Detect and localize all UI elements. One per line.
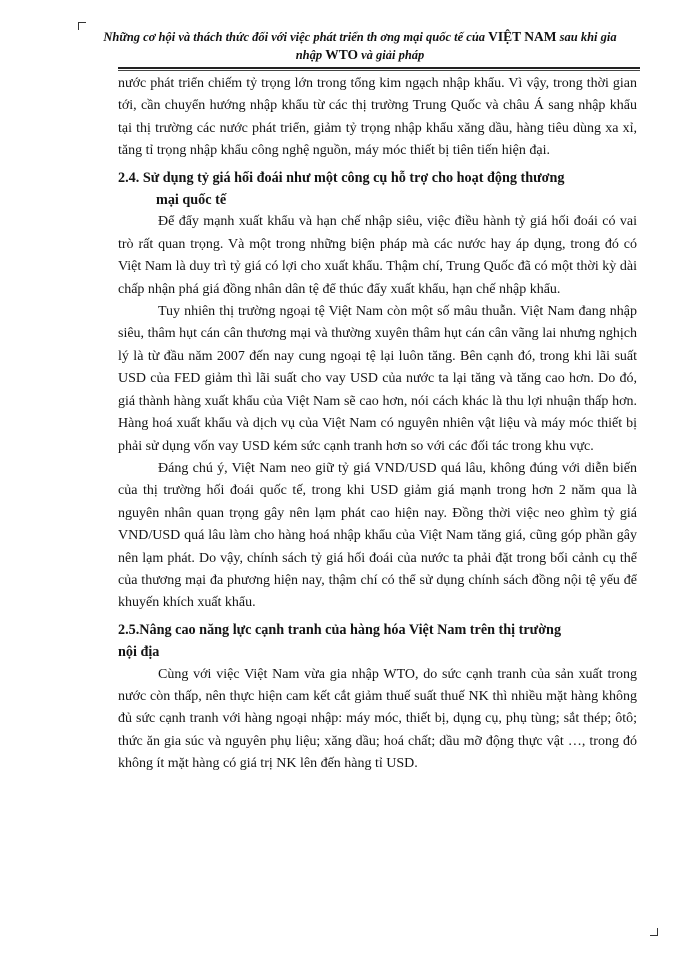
paragraph: Để đẩy mạnh xuất khẩu và hạn chế nhập siêu, việc điều hành tỷ giá hối đoái có vai trò rất quan trọng. Và một trong những biện pháp mà các nước hay áp dụng, trong đó có Việt Nam là duy trì tỷ giá có lợi cho xuất khẩu. Thậm chí, Trung Quốc đã có một thời kỳ dài chấp nhận phá giá đồng nhân dân tệ để thúc đẩy xuất khẩu, hạn chế nhập khẩu.	[118, 214, 637, 297]
heading-line: nội địa	[118, 644, 160, 661]
paragraph: Đáng chú ý, Việt Nam neo giữ tỷ giá VND/USD quá lâu, không đúng với diễn biến của thị trường hối đoái quốc tế, trong khi USD giảm giá mạnh trong hơn 2 năm qua là nguyên nhân quan trọng gây nên lạm phát cao hiện nay. Đồng thời việc neo ghìm tỷ giá VND/USD quá lâu làm cho hàng hoá nhập khẩu của Việt Nam tăng giá, cũng góp phần gây nên lạm phát. Do vậy, chính sách tỷ giá hối đoái của nước ta phải đặt trong bối cảnh cụ thể của thương mại đa phương hiện nay, thậm chí có thể sử dụng chính sách đồng nội tệ yếu để khuyến khích xuất khẩu.	[118, 460, 637, 611]
heading-line: mại quốc tế	[156, 192, 227, 209]
section-heading-2-4	[118, 167, 637, 212]
paragraph: Cùng với việc Việt Nam vừa gia nhập WTO, do sức cạnh tranh của sản xuất trong nước còn thấp, nên thực hiện cam kết cắt giảm thuế suất thuế NK thì nhiều mặt hàng không đủ sức cạnh tranh với hàng ngoại nhập: máy móc, thiết bị, dụng cụ, phụ tùng; sắt thép; ôtô; thức ăn gia súc và nguyên phụ liệu; xăng dầu; hoá chất; dầu mỡ động thực vật …, trong đó không ít mặt hàng có giá trị NK lên đến hàng tỉ USD.	[118, 666, 637, 772]
header-line-1	[80, 28, 640, 46]
header-text: Những cơ hội và thách thức đối với việc phát triển th ơng mại quốc tế của	[103, 30, 489, 44]
header-rule	[118, 67, 640, 69]
header-line-2	[80, 46, 640, 64]
header-text: nhập	[295, 48, 326, 62]
crop-mark-bottom-right	[650, 928, 658, 936]
running-header	[80, 28, 640, 64]
heading-line: 2.5.Nâng cao năng lực cạnh tranh của hàng hóa Việt Nam trên thị trường	[118, 621, 562, 638]
header-rule-thin	[118, 70, 640, 71]
section-heading-2-5	[118, 619, 637, 664]
heading-line: 2.4. Sử dụng tỷ giá hối đoái như một công cụ hỗ trợ cho hoạt động thương	[118, 169, 565, 186]
header-text: sau khi gia	[556, 30, 617, 44]
header-caps: WTO	[325, 47, 358, 62]
header-text: và giải pháp	[357, 48, 425, 62]
document-body	[118, 73, 637, 776]
paragraph: nước phát triển chiếm tỷ trọng lớn trong tổng kim ngạch nhập khẩu. Vì vậy, trong thời gian tới, cần chuyển hướng nhập khẩu từ các thị trường Trung Quốc và châu Á sang nhập khẩu tại thị trường các nước phát triển, giảm tỷ trọng nhập khẩu xăng dầu, hàng tiêu dùng xa xỉ, tăng tỉ trọng nhập khẩu công nghệ nguồn, máy móc thiết bị tiên tiến hiện đại.	[118, 76, 637, 159]
header-caps: VIỆT NAM	[488, 29, 557, 44]
paragraph: Tuy nhiên thị trường ngoại tệ Việt Nam còn một số mâu thuẫn. Việt Nam đang nhập siêu, thâm hụt cán cân thương mại và thường xuyên thâm hụt cán cân vãng lai nhưng nghịch lý là từ đầu năm 2007 đến nay cung ngoại tệ lại luôn tăng. Bên cạnh đó, trong khi lãi suất USD của FED giảm thì lãi suất cho vay USD của nước ta lại tăng và tăng cao hơn. Do đó, giá thành hàng xuất khẩu của Việt Nam sẽ cao hơn, nói cách khác là thu lợi nhuận thấp hơn. Hàng hoá xuất khẩu và dịch vụ của Việt Nam có nguyên nhiên vật liệu và máy móc thiết bị phải sử dụng vốn vay USD kém sức cạnh tranh hơn so với các đối tác trong khu vực.	[118, 304, 637, 454]
